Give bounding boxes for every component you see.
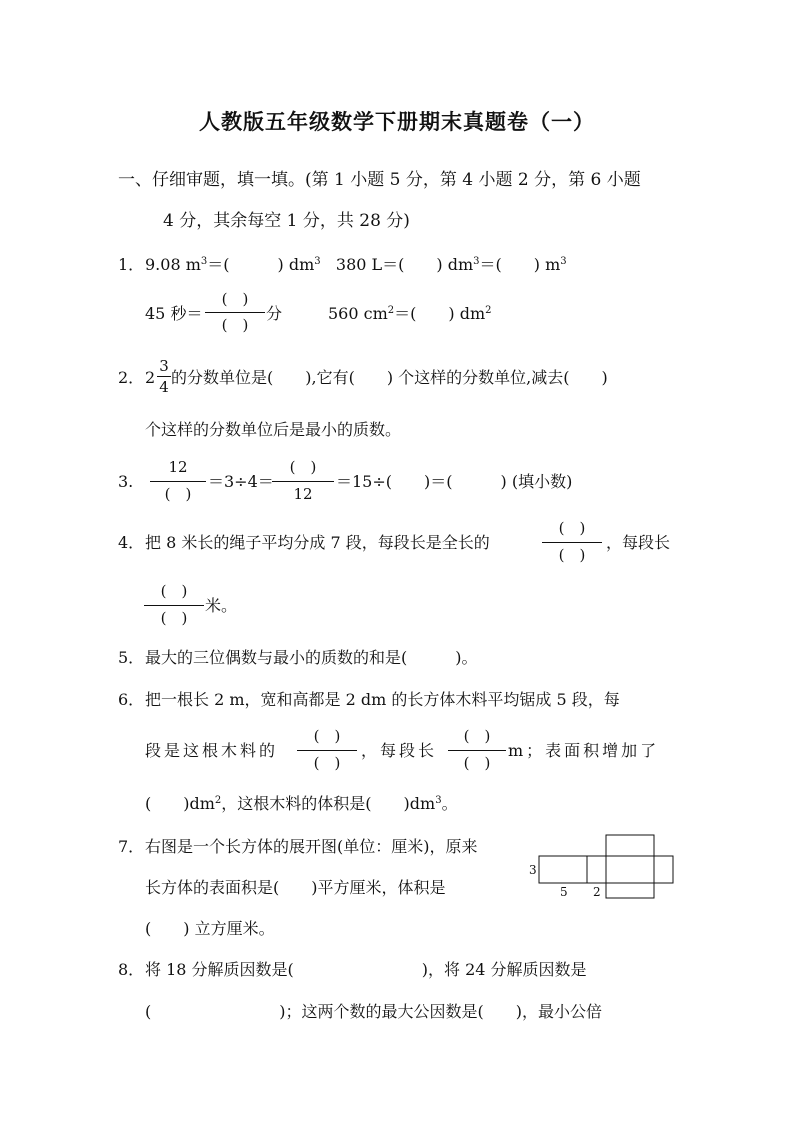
q3-end: ＝15÷( )＝( ) (填小数)	[336, 472, 573, 491]
q6-line2-c: m；表面积增加了	[508, 741, 660, 760]
q2-line1: 的分数单位是( ),它有( ) 个这样的分数单位,减去( )	[171, 368, 608, 387]
q2-number: 2．	[118, 368, 145, 387]
q3-number: 3.	[118, 472, 134, 491]
q6-fraction-2	[448, 727, 506, 775]
fraction-bar	[297, 750, 357, 751]
fraction-denominator: ( )	[221, 316, 249, 334]
q6-line2-b: ，每段长	[361, 741, 438, 760]
q4-line1: 把 8 米长的绳子平均分成 7 段，每段长是全长的	[145, 533, 490, 552]
fraction-numerator: ( )	[558, 519, 586, 537]
q1-area-conversion: 560 $cm^2=$( ) $dm^2$	[328, 304, 492, 323]
q7-line3: ( ) 立方厘米。	[145, 919, 275, 938]
section-heading-cont: 4 分，其余每空 1 分，共 28 分)	[163, 211, 410, 231]
fraction-denominator: ( )	[160, 609, 188, 627]
fraction-denominator: ( )	[463, 754, 491, 772]
q2-line2: 个这样的分数单位后是最小的质数。	[145, 420, 402, 439]
q1-fraction	[205, 290, 265, 338]
q3-mid: ＝3÷4＝	[208, 472, 274, 491]
fraction-bar	[150, 481, 206, 482]
fraction-bar	[272, 481, 334, 482]
q1-unit-minute: 分	[266, 304, 283, 323]
section-heading: 一、仔细审题，填一填。(第 1 小题 5 分，第 4 小题 2 分，第 6 小题	[118, 170, 641, 190]
fraction-bar	[542, 542, 602, 543]
q6-line1: 把一根长 2 m，宽和高都是 2 dm 的长方体木料平均锯成 5 段，每	[145, 690, 620, 709]
q6-line2-a: 段是这根木料的	[145, 741, 279, 760]
fraction-bar	[205, 312, 265, 313]
q4-line2: 米。	[205, 596, 238, 615]
q6-line3: ( )$dm^2$，这根木料的体积是( )$dm^3$。	[145, 794, 458, 813]
fraction-numerator: 3	[159, 357, 169, 375]
q8-line1: 将 18 分解质因数是( )，将 24 分解质因数是	[145, 960, 587, 979]
q4-line1-end: ，每段长	[606, 533, 671, 552]
fraction-numerator: ( )	[160, 582, 188, 600]
q1-number: 1．	[118, 255, 145, 274]
fraction-denominator: 4	[159, 378, 169, 396]
q6-number: 6．	[118, 690, 145, 709]
fraction-denominator: ( )	[313, 754, 341, 772]
fraction-denominator: 12	[293, 485, 313, 503]
q7-number: 7．	[118, 837, 145, 856]
net-label-height: 3	[529, 863, 537, 877]
q1-seconds-text: 45 秒＝	[145, 304, 203, 323]
q6-fraction-1	[297, 727, 357, 775]
q8-line2: ( )；这两个数的最大公因数是( )，最小公倍	[145, 1002, 602, 1021]
q8-number: 8．	[118, 960, 145, 979]
q4-number: 4．	[118, 533, 145, 552]
q4-fraction-1	[542, 519, 602, 567]
fraction-numerator: ( )	[463, 727, 491, 745]
fraction-numerator: 12	[168, 458, 188, 476]
fraction-bar	[448, 750, 506, 751]
q1-line1: 9.08 $m^3=$( ) $dm^3$ 380 L＝( ) $dm^3=$( ) $m^3$	[145, 255, 567, 274]
q4-fraction-2	[144, 582, 204, 630]
net-label-length: 5	[560, 885, 568, 899]
fraction-bar	[144, 605, 204, 606]
q2-whole: 2	[145, 368, 156, 387]
q5-text: 最大的三位偶数与最小的质数的和是( )。	[145, 648, 478, 667]
fraction-numerator: ( )	[221, 290, 249, 308]
q3-fraction-1	[150, 458, 206, 506]
fraction-numerator: ( )	[313, 727, 341, 745]
fraction-denominator: ( )	[558, 546, 586, 564]
q3-fraction-2	[272, 458, 334, 506]
cuboid-net-diagram	[526, 832, 680, 900]
net-label-width: 2	[593, 885, 601, 899]
fraction-numerator: ( )	[289, 458, 317, 476]
q7-line2: 长方体的表面积是( )平方厘米，体积是	[145, 878, 446, 897]
q5-number: 5．	[118, 648, 145, 667]
q7-line1: 右图是一个长方体的展开图(单位：厘米)，原来	[145, 837, 478, 856]
fraction-denominator: ( )	[164, 485, 192, 503]
fraction-bar	[157, 376, 171, 377]
page-title: 人教版五年级数学下册期末真题卷（一）	[199, 109, 595, 134]
q2-mixed-fraction	[157, 357, 171, 397]
